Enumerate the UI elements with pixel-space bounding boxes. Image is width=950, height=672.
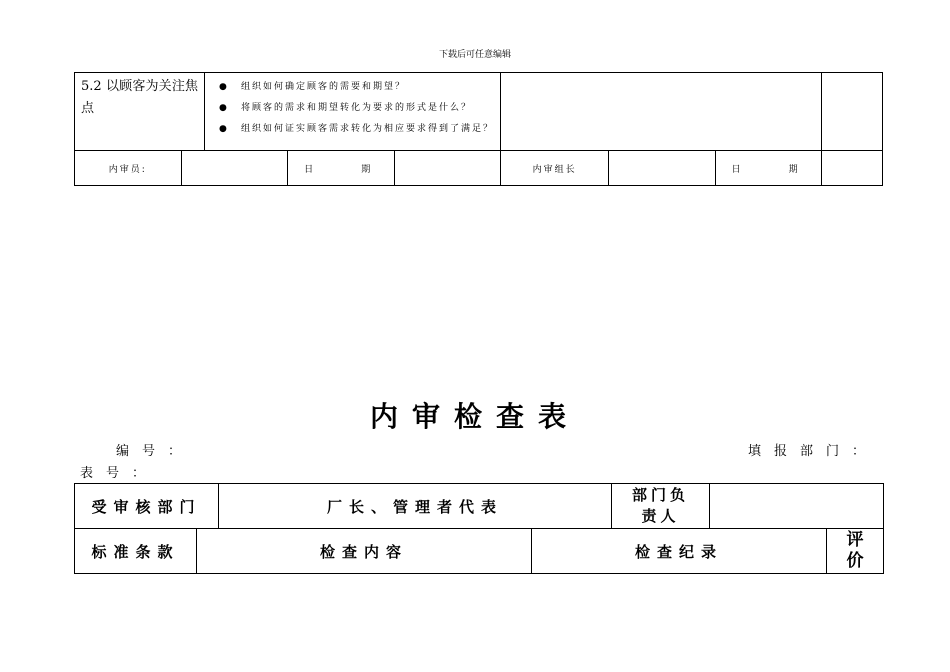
question-item: ● 组织如何证实顾客需求转化为相应要求得到了满足？: [219, 119, 500, 140]
auditor-label: 内审员:: [75, 151, 182, 186]
clause-text: 5.2 以顾客为关注焦点: [81, 79, 199, 116]
form-title: 内审检查表: [369, 400, 580, 433]
info-row: [75, 484, 884, 529]
record-cell[interactable]: [501, 73, 822, 151]
table-no-label: 表号：: [80, 466, 159, 481]
questions-cell: [205, 73, 501, 151]
dept-label: 填报部门：: [748, 444, 879, 459]
date-label-2: 日 期: [715, 151, 822, 186]
auditor-value[interactable]: [181, 151, 288, 186]
audited-dept-label: 受审核部门: [75, 484, 219, 529]
clause-column-header: 标准条款: [75, 529, 197, 574]
audited-dept-value: 厂长、管理者代表: [219, 484, 612, 529]
bullet-icon: ●: [219, 103, 229, 113]
dept-head-label: 部门负 责人: [612, 484, 710, 529]
date-value[interactable]: [394, 151, 501, 186]
question-list: [205, 73, 500, 140]
team-leader-value[interactable]: [609, 151, 716, 186]
audit-item-row: [75, 73, 883, 151]
info-table: [74, 483, 884, 529]
signature-row: [75, 151, 883, 186]
team-leader-label: 内审组长: [501, 151, 609, 186]
date-label: 日 期: [288, 151, 395, 186]
checklist-header-table: [74, 528, 884, 574]
audit-item-table: [74, 72, 883, 186]
record-column-header: 检查纪录: [532, 529, 827, 574]
content-column-header: 检查内容: [197, 529, 532, 574]
question-item: ● 组织如何确定顾客的需要和期望？: [219, 77, 500, 98]
evaluation-column-header: 评 价: [827, 529, 884, 574]
evaluation-cell[interactable]: [822, 73, 883, 151]
checklist-header-row: [75, 529, 884, 574]
header-note: 下载后可任意编辑: [438, 50, 511, 60]
bullet-icon: ●: [219, 82, 229, 92]
dept-head-value[interactable]: [710, 484, 884, 529]
clause-cell: [75, 73, 205, 151]
date-value-2[interactable]: [822, 151, 883, 186]
number-label: 编号：: [116, 444, 195, 459]
question-item: ● 将顾客的需求和期望转化为要求的形式是什么？: [219, 98, 500, 119]
bullet-icon: ●: [219, 124, 229, 134]
